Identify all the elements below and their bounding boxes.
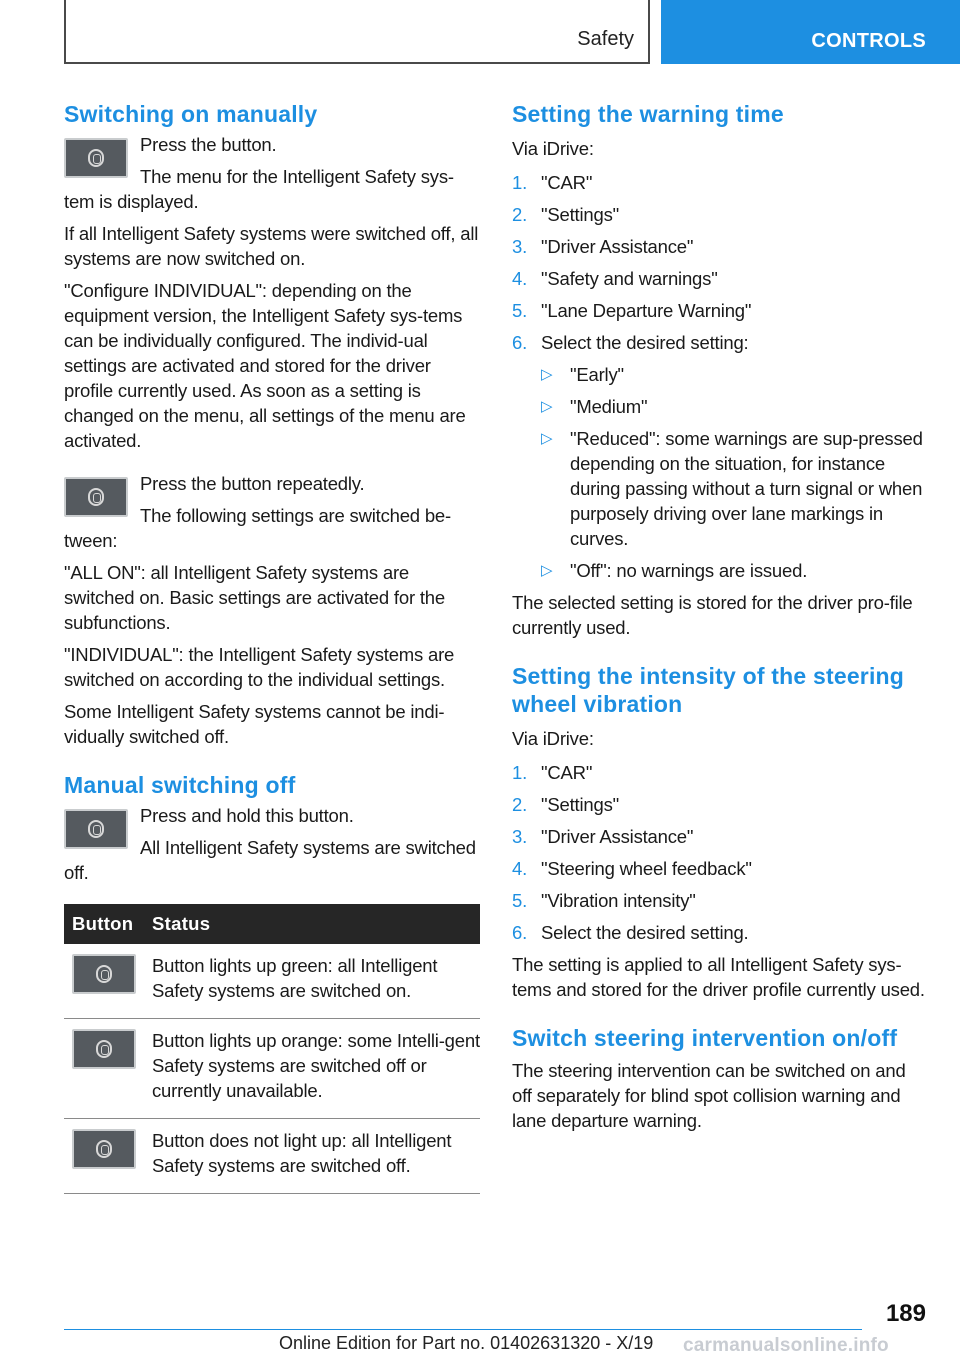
step-number: 3. xyxy=(512,826,528,847)
intelligent-safety-button-icon xyxy=(64,809,128,849)
table-header-row xyxy=(64,904,480,944)
list-item xyxy=(512,170,926,195)
option-text: "Medium" xyxy=(570,396,648,417)
heading-switching-off: Manual switching off xyxy=(64,772,296,798)
switch-on-step: Press the button. xyxy=(140,134,277,155)
table-row xyxy=(64,1019,480,1119)
list-item xyxy=(512,792,926,817)
paragraph: If all Intelligent Safety systems were switched off, all systems are now switched on. xyxy=(64,223,479,269)
paragraph: The selected setting is stored for the driver pro-file currently used. xyxy=(512,592,913,638)
step-text: "Settings" xyxy=(541,204,619,225)
paragraph: Some Intelligent Safety systems cannot be indi-vidually switched off. xyxy=(64,701,445,747)
header-chapter-title: CONTROLS xyxy=(811,30,926,52)
step-number: 6. xyxy=(512,332,528,353)
repeat-press-instruction xyxy=(64,471,480,553)
step-text: "Driver Assistance" xyxy=(541,236,694,257)
step-number: 5. xyxy=(512,890,528,911)
header-chapter-tab xyxy=(661,0,960,64)
step-number: 1. xyxy=(512,762,528,783)
step-text: Select the desired setting: xyxy=(541,332,749,353)
paragraph: The setting is applied to all Intelligent Safety sys-tems and stored for the driver profile currently used. xyxy=(512,954,925,1000)
switch-off-instruction xyxy=(64,803,480,885)
step-text: "Safety and warnings" xyxy=(541,268,718,289)
table-header-status: Status xyxy=(144,904,480,944)
switch-on-result: The menu for the Intelligent Safety sys-tem is displayed. xyxy=(64,166,454,212)
switch-on-instruction xyxy=(64,132,480,214)
list-item xyxy=(512,888,926,913)
heading-vibration-intensity: Setting the intensity of the steering wheel vibration xyxy=(512,663,905,717)
list-item xyxy=(512,760,926,785)
left-column xyxy=(64,100,480,1194)
table-cell-icon xyxy=(64,1019,144,1119)
repeat-press-step: Press the button repeatedly. xyxy=(140,473,365,494)
footer-divider xyxy=(64,1329,862,1330)
list-item xyxy=(512,234,926,259)
heading-steering-intervention: Switch steering intervention on/off xyxy=(512,1025,898,1051)
triangle-bullet-icon: ▷ xyxy=(541,430,553,447)
page-number: 189 xyxy=(885,1300,926,1327)
triangle-bullet-icon: ▷ xyxy=(541,562,553,579)
footer-edition: Online Edition for Part no. 01402631320 - X/19 xyxy=(279,1333,654,1353)
option-text: "Early" xyxy=(570,364,624,385)
list-item xyxy=(512,202,926,227)
step-number: 6. xyxy=(512,922,528,943)
list-item xyxy=(512,856,926,881)
via-idrive-label: Via iDrive: xyxy=(512,138,594,159)
intelligent-safety-button-icon xyxy=(72,954,136,994)
step-number: 1. xyxy=(512,172,528,193)
switch-off-result: All Intelligent Safety systems are switched off. xyxy=(64,837,476,883)
list-item xyxy=(512,330,926,583)
step-text: "Lane Departure Warning" xyxy=(541,300,752,321)
step-number: 2. xyxy=(512,204,528,225)
intelligent-safety-button-icon xyxy=(64,477,128,517)
option-text: "Off": no warnings are issued. xyxy=(570,560,808,581)
list-item xyxy=(512,266,926,291)
step-text: "Driver Assistance" xyxy=(541,826,694,847)
step-number: 4. xyxy=(512,268,528,289)
switch-off-step: Press and hold this button. xyxy=(140,805,354,826)
step-text: "Steering wheel feedback" xyxy=(541,858,752,879)
step-text: Select the desired setting. xyxy=(541,922,749,943)
via-idrive-label: Via iDrive: xyxy=(512,728,594,749)
paragraph: "INDIVIDUAL": the Intelligent Safety systems are switched on according to the individual settings. xyxy=(64,644,455,690)
step-text: "Vibration intensity" xyxy=(541,890,696,911)
step-text: "Settings" xyxy=(541,794,619,815)
list-item xyxy=(512,824,926,849)
triangle-bullet-icon: ▷ xyxy=(541,398,553,415)
heading-switching-on: Switching on manually xyxy=(64,101,318,127)
list-item xyxy=(512,920,926,945)
step-number: 2. xyxy=(512,794,528,815)
option-item xyxy=(541,426,926,551)
paragraph: "Configure INDIVIDUAL": depending on the equipment version, the Intelligent Safety sys-tems can be individually configured. The individ-ual settings are activated and stored for the driver profile currently used. As soon as a setting is changed on the menu, all settings of the menu are activated. xyxy=(64,280,466,451)
table-cell-status: Button lights up orange: some Intelli-gent Safety systems are switched off or currently unavailable. xyxy=(144,1019,480,1119)
list-item xyxy=(512,298,926,323)
vibration-steps xyxy=(512,760,926,945)
warning-time-steps xyxy=(512,170,926,583)
table-cell-icon xyxy=(64,944,144,1019)
paragraph: The steering intervention can be switched on and off separately for blind spot collision warning and lane departure warning. xyxy=(512,1060,906,1131)
intelligent-safety-button-icon xyxy=(64,138,128,178)
triangle-bullet-icon: ▷ xyxy=(541,366,553,383)
intelligent-safety-button-icon xyxy=(72,1129,136,1169)
table-header-button: Button xyxy=(64,904,144,944)
heading-warning-time: Setting the warning time xyxy=(512,101,784,127)
option-text: "Reduced": some warnings are sup-pressed depending on the situation, for instance during passing without a turn signal or when purposely driving over lane markings in curves. xyxy=(570,428,923,549)
step-text: "CAR" xyxy=(541,172,593,193)
intelligent-safety-button-icon xyxy=(72,1029,136,1069)
table-row xyxy=(64,944,480,1019)
table-cell-status: Button does not light up: all Intelligent Safety systems are switched off. xyxy=(144,1119,480,1194)
step-number: 4. xyxy=(512,858,528,879)
step-number: 5. xyxy=(512,300,528,321)
watermark: carmanualsonline.info xyxy=(683,1335,889,1356)
option-item xyxy=(541,558,926,583)
step-number: 3. xyxy=(512,236,528,257)
paragraph: "ALL ON": all Intelligent Safety systems are switched on. Basic settings are activated for the subfunctions. xyxy=(64,562,445,633)
setting-options xyxy=(541,362,926,583)
header-section-box xyxy=(64,0,650,64)
table-row xyxy=(64,1119,480,1194)
step-text: "CAR" xyxy=(541,762,593,783)
option-item xyxy=(541,362,926,387)
header-section-title: Safety xyxy=(577,28,634,50)
option-item xyxy=(541,394,926,419)
button-status-table xyxy=(64,904,480,1194)
repeat-press-result: The following settings are switched be-tween: xyxy=(64,505,451,551)
right-column xyxy=(512,100,926,1133)
table-cell-status: Button lights up green: all Intelligent Safety systems are switched on. xyxy=(144,944,480,1019)
table-cell-icon xyxy=(64,1119,144,1194)
